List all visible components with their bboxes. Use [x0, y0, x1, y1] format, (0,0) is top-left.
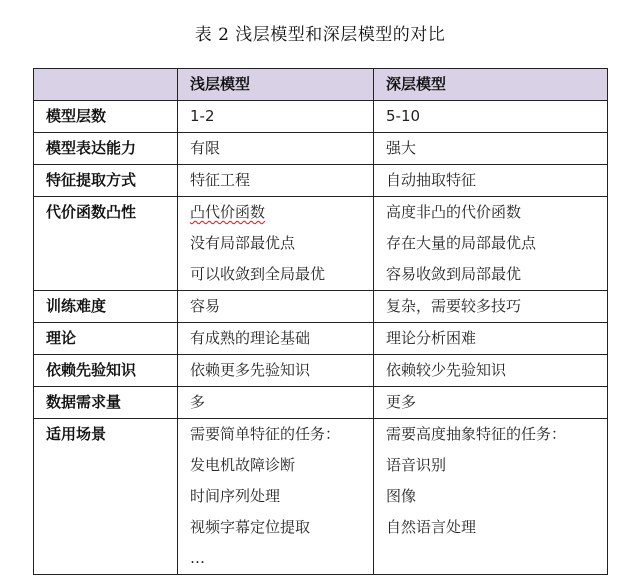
table-header-row	[34, 69, 608, 101]
header-cell-shallow: 浅层模型	[178, 69, 374, 101]
row-label-cell	[34, 165, 178, 197]
row-label-cell	[34, 197, 178, 291]
cell-text: 自然语言处理	[386, 518, 477, 536]
deep-cell	[374, 419, 608, 575]
deep-cell	[374, 197, 608, 291]
table-caption: 表 2 浅层模型和深层模型的对比	[194, 25, 446, 45]
deep-cell	[374, 291, 608, 323]
cell-text: 依赖更多先验知识	[190, 361, 311, 379]
cell-text: 更多	[386, 393, 417, 411]
cell-text: 高度非凸的代价函数	[386, 203, 522, 221]
cell-text: 需要高度抽象特征的任务：	[386, 425, 567, 443]
cell-text: 视频字幕定位提取	[190, 518, 311, 536]
row-label: 数据需求量	[46, 393, 122, 411]
cell-text: 1-2	[190, 107, 215, 125]
table-row	[34, 291, 608, 323]
table-row	[34, 197, 608, 291]
row-label-cell	[34, 133, 178, 165]
row-label: 模型层数	[46, 107, 107, 125]
deep-cell	[374, 355, 608, 387]
table-row	[34, 133, 608, 165]
cell-text: 需要简单特征的任务：	[190, 425, 341, 443]
table-row	[34, 355, 608, 387]
row-label-cell	[34, 355, 178, 387]
shallow-cell	[178, 291, 374, 323]
shallow-cell	[178, 101, 374, 133]
cell-text: 发电机故障诊断	[190, 456, 296, 474]
shallow-cell	[178, 323, 374, 355]
row-label: 依赖先验知识	[46, 361, 137, 379]
cell-text: 强大	[386, 139, 417, 157]
row-label: 特征提取方式	[46, 171, 137, 189]
table-row	[34, 101, 608, 133]
table-row	[34, 419, 608, 575]
deep-cell	[374, 323, 608, 355]
shallow-cell	[178, 419, 374, 575]
row-label-cell	[34, 323, 178, 355]
deep-cell	[374, 387, 608, 419]
deep-cell	[374, 133, 608, 165]
row-label-cell	[34, 101, 178, 133]
table-row	[34, 323, 608, 355]
cell-text: 凸代价函数	[190, 203, 266, 221]
table-row	[34, 387, 608, 419]
cell-text: 存在大量的局部最优点	[386, 234, 537, 252]
cell-text: 没有局部最优点	[190, 234, 296, 252]
comparison-table	[33, 68, 608, 575]
cell-text: 图像	[386, 487, 417, 505]
cell-text: 多	[190, 393, 206, 411]
row-label: 适用场景	[46, 425, 107, 443]
cell-text: 容易	[190, 297, 221, 315]
row-label: 代价函数凸性	[46, 203, 137, 221]
cell-text: 依赖较少先验知识	[386, 361, 507, 379]
cell-text: 有限	[190, 139, 221, 157]
cell-text: 5-10	[386, 107, 421, 125]
cell-text: 复杂，需要较多技巧	[386, 297, 522, 315]
cell-text: 有成熟的理论基础	[190, 329, 311, 347]
row-label: 训练难度	[46, 297, 107, 315]
deep-cell	[374, 165, 608, 197]
header-cell-empty	[34, 69, 178, 101]
row-label-cell	[34, 291, 178, 323]
cell-text: 理论分析困难	[386, 329, 477, 347]
shallow-cell	[178, 355, 374, 387]
cell-text: …	[190, 549, 205, 567]
row-label: 模型表达能力	[46, 139, 137, 157]
deep-cell	[374, 101, 608, 133]
cell-text: 时间序列处理	[190, 487, 281, 505]
cell-text: 容易收敛到局部最优	[386, 265, 522, 283]
shallow-cell	[178, 165, 374, 197]
shallow-cell	[178, 197, 374, 291]
cell-text: 特征工程	[190, 171, 251, 189]
shallow-cell	[178, 387, 374, 419]
row-label-cell	[34, 419, 178, 575]
row-label-cell	[34, 387, 178, 419]
cell-text: 语音识别	[386, 456, 447, 474]
table-row	[34, 165, 608, 197]
cell-text: 自动抽取特征	[386, 171, 477, 189]
header-cell-deep: 深层模型	[374, 69, 608, 101]
row-label: 理论	[46, 329, 77, 347]
cell-text: 可以收敛到全局最优	[190, 265, 326, 283]
shallow-cell	[178, 133, 374, 165]
